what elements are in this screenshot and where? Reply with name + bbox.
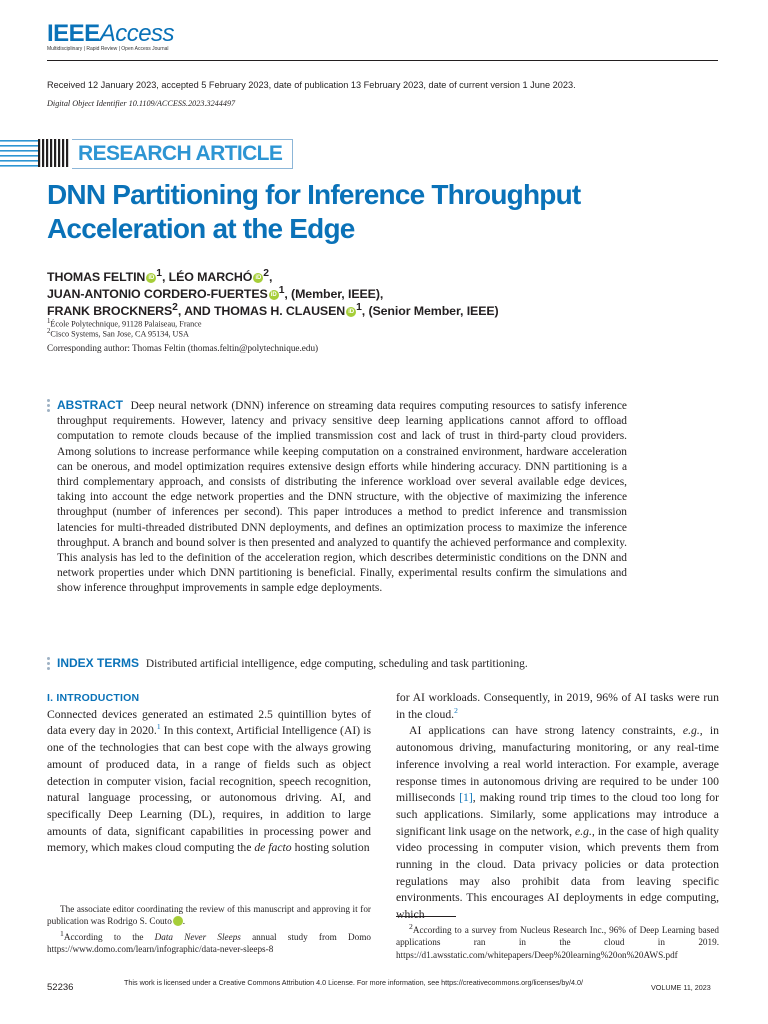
author-line-3: FRANK BROCKNERS$^2$, AND THOMAS H. CLAUSEN iD $^1$, (Senior Member, IEEE) [47, 302, 499, 319]
header-divider [47, 60, 718, 61]
index-terms [57, 656, 677, 670]
text-run: According to a survey from Nucleus Research Inc., 96% of Deep Learning based applications ran in the cloud in 2019. https://d1.awsstatic.com/whitepapers/Deep%20learning%20on%20AWS.pdf [396, 925, 719, 960]
text-italic: e.g., [575, 824, 595, 838]
text-run: According to the [63, 931, 155, 942]
footnote-link[interactable]: 1 [156, 722, 161, 732]
author-line-1: THOMAS FELTIN iD $^1$, LÉO MARCHÓ iD $^2$, [47, 268, 273, 285]
author-membership: , (Senior Member, IEEE) [361, 304, 499, 319]
paragraph [396, 690, 719, 723]
author-name: FRANK BROCKNERS [47, 304, 173, 319]
author-affil-marker: 2 [263, 268, 269, 279]
text-italic: de facto [254, 841, 292, 855]
text-run: AI applications can have strong latency constraints, [409, 724, 683, 738]
orcid-icon[interactable]: iD [253, 273, 263, 283]
author-name: THOMAS FELTIN [47, 270, 146, 285]
footnotes-right [396, 921, 719, 961]
orcid-icon[interactable]: iD [269, 290, 279, 300]
banner-stripes-icon [0, 137, 72, 169]
abstract-marker-icon [47, 399, 50, 414]
text-run: The associate editor coordinating the review of this manuscript and approving it for publication was Rodrigo S. Couto [47, 904, 371, 927]
author-name: JUAN-ANTONIO CORDERO-FUERTES [47, 287, 268, 302]
text-run: hosting solution [291, 841, 370, 855]
corresponding-author: Corresponding author: Thomas Feltin (thomas.feltin@polytechnique.edu) [47, 343, 319, 353]
footnote-divider [396, 916, 456, 917]
affil-text: Cisco Systems, San Jose, CA 95134, USA [50, 329, 189, 339]
editor-note [47, 903, 371, 928]
index-terms-marker-icon [47, 657, 50, 672]
abstract-text: Deep neural network (DNN) inference on streaming data requires computing resources to satisfy inference throughput requirements. However, latency and privacy sensitive deep learning applications cannot afford to offload computation to remote clouds because of the implied transmission cost and lack of trust in third-party cloud providers. Among solutions to increase performance while keeping computation on a constrained environment, hardware acceleration can be onerous, and model optimization requires extensive design efforts while hindering accuracy. DNN partitioning is a third complementary approach, and consists of distributing the inference workload over several available edge devices, taking into account the edge network properties and the DNN structure, with the objective of maximizing the inference throughput (number of inferences per second). This paper introduces a method to predict inference and transmission latencies for multi-threaded distributed DNN deployments, and defines an optimization process to maximize the inference throughput. A branch and bound solver is then presented and analyzed to quantify the achieved performance and complexity. This analysis has led to the definition of the acceleration region, which describes deterministic conditions on the DNN and network properties under which DNN partitioning is beneficial. Finally, experimental results confirm the simulations and show inference throughput improvements in sample edge deployments. [57, 400, 627, 595]
paragraph [396, 723, 719, 923]
license-text[interactable]: This work is licensed under a Creative Commons Attribution 4.0 License. For more information, see https://creativecommons.org/licenses/by/4.0/ [124, 978, 584, 987]
orcid-icon[interactable]: iD [346, 307, 356, 317]
footnotes-left [47, 903, 371, 955]
author-affil-marker: 1 [156, 268, 162, 279]
abstract-label: ABSTRACT [57, 398, 123, 412]
text-run: Connected devices generated an estimated 2.5 quintillion bytes of data every day in 2020. [47, 707, 371, 738]
affil-number: 2 [47, 328, 51, 335]
paper-title [47, 178, 687, 246]
author-affil-marker: 1 [356, 302, 362, 313]
footnote-number: 1 [60, 928, 64, 938]
text-run: . [182, 916, 186, 927]
text-run: , making round trip times to the cloud too long for such applications. Similarly, some applications may introduce a significant link usage on the network, [396, 791, 719, 838]
text-run: in the case of high quality video processing in computer vision, which prevents them from running in the cloud. Data privacy policies or data protection regulations may also prohibit data from leaving specific environments. This encourages AI deployments in edge computing, which [396, 824, 719, 922]
paragraph [47, 707, 371, 857]
author-affil-marker: 2 [172, 302, 178, 313]
logo-wordmark [47, 20, 174, 48]
title-line-2: Acceleration at the Edge [47, 213, 355, 244]
publication-dates: Received 12 January 2023, accepted 5 February 2023, date of publication 13 February 2023, date of current version 1 June 2023. [47, 80, 576, 90]
section-heading: I. INTRODUCTION [47, 692, 140, 704]
body-column-right [396, 690, 719, 924]
body-column-left [47, 690, 371, 857]
orcid-icon[interactable]: iD [146, 273, 156, 283]
affil-number: 1 [47, 318, 51, 325]
author-membership: , (Member, IEEE), [284, 287, 384, 302]
author-affil-marker: 1 [278, 285, 285, 296]
footnote-number: 2 [409, 922, 413, 931]
footnote-1 [47, 928, 371, 956]
doi: Digital Object Identifier 10.1109/ACCESS.2023.3244497 [47, 99, 236, 108]
journal-logo [47, 20, 174, 52]
text-italic: Data Never Sleeps [154, 931, 241, 942]
article-type-banner: RESEARCH ARTICLE [72, 139, 293, 169]
text-run: for AI workloads. Consequently, in 2019, 96% of AI tasks were run in the cloud. [396, 691, 719, 721]
logo-tagline: Multidisciplinary | Rapid Review | Open Access Journal [47, 46, 169, 52]
author-line-2 [47, 285, 383, 301]
footnote-link[interactable]: 2 [454, 705, 458, 715]
author-name: LÉO MARCHÓ [168, 270, 253, 285]
affil-text: École Polytechnique, 91128 Palaiseau, France [50, 319, 202, 329]
title-line-1: DNN Partitioning for Inference Throughput [47, 179, 581, 210]
text-run: in autonomous driving, manufacturing monitoring, or any real-time inference involving a real world interaction. For example, average response times in autonomous driving are required to be under 100 milliseconds [396, 724, 719, 805]
logo-ieee: IEEE [47, 20, 100, 47]
index-terms-text: Distributed artificial intelligence, edge computing, scheduling and task partitioning. [145, 658, 528, 670]
footnote-2 [396, 921, 719, 961]
abstract [57, 398, 627, 597]
orcid-icon[interactable]: iD [173, 916, 183, 926]
citation-link[interactable]: [1] [459, 791, 473, 805]
index-terms-label: INDEX TERMS [57, 656, 140, 670]
affiliation-2 [47, 328, 189, 339]
logo-access: Access [99, 20, 175, 47]
page-number: 52236 [47, 982, 74, 993]
text-run: annual study from Domo https://www.domo.com/learn/infographic/data-never-sleeps-8 [47, 931, 371, 954]
volume-label: VOLUME 11, 2023 [651, 983, 711, 992]
author-name: AND THOMAS H. CLAUSEN [184, 304, 346, 319]
text-run: In this context, Artificial Intelligence (AI) is one of the technologies that can best cope with the always growing amount of produced data, in a range of fields such as object detection in computer vision, facial recognition, speech recognition, natural language processing, or autonomous driving. AI, and specifically Deep Learning (DL), requires, in addition to large amounts of data, significant capabilities in processing power and memory, which makes cloud computing the [47, 724, 371, 855]
text-italic: e.g., [682, 724, 703, 738]
